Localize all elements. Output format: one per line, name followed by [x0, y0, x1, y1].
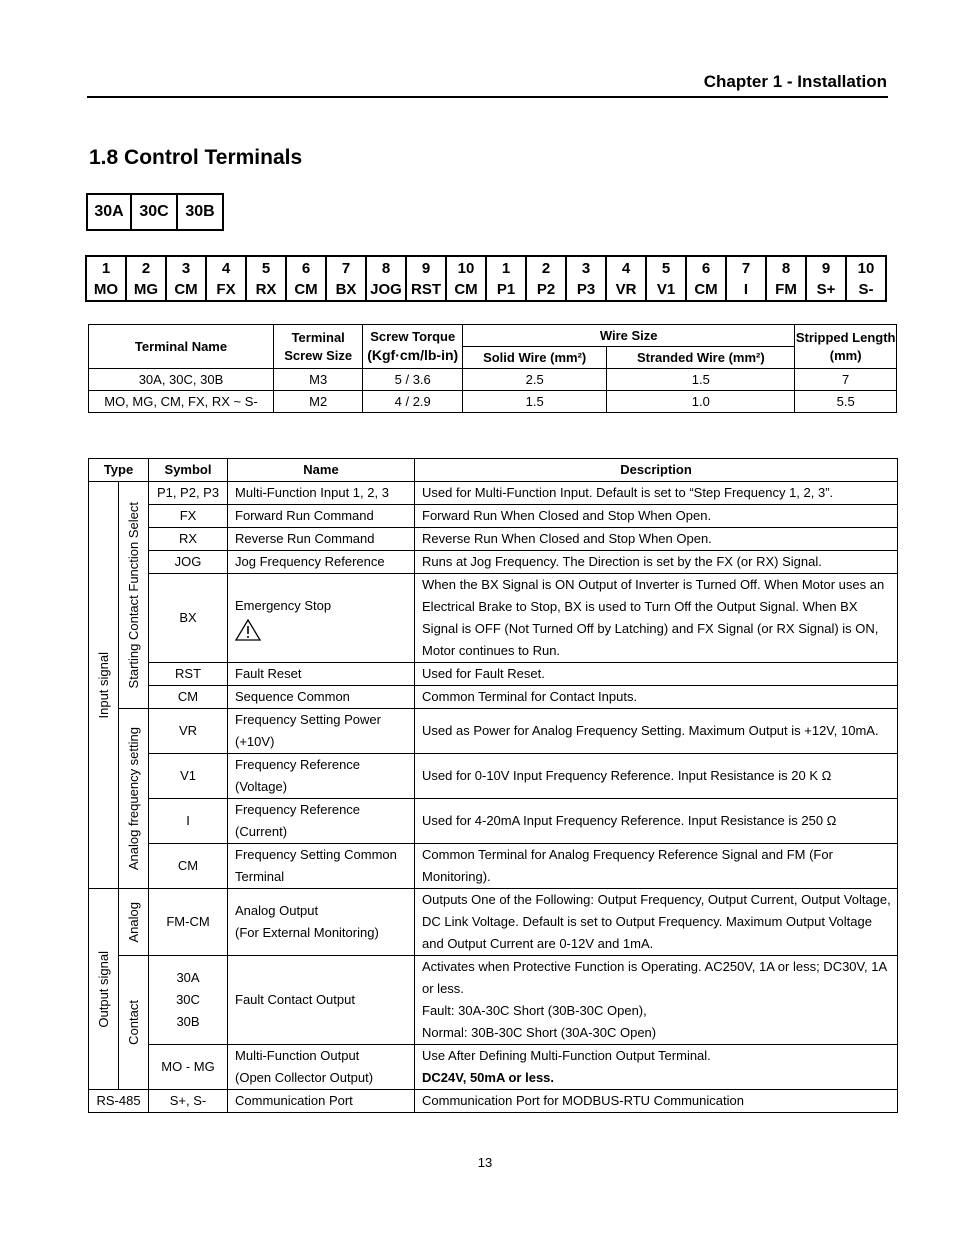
relay-terminal-block	[86, 193, 224, 231]
name-cell: Fault Contact Output	[228, 956, 415, 1045]
terminal-label: MO	[93, 280, 119, 298]
description-cell: Used for 0-10V Input Frequency Reference. Input Resistance is 20 K Ω	[415, 754, 898, 799]
table-row	[89, 799, 898, 844]
torque-label: Screw Torque	[370, 329, 456, 344]
terminal-label: FM	[775, 280, 797, 298]
terminal-label: RX	[255, 280, 277, 298]
symbol-cell: JOG	[149, 551, 228, 574]
col-description: Description	[415, 459, 898, 482]
description-cell: Used for Fault Reset.	[415, 663, 898, 686]
col-symbol: Symbol	[149, 459, 228, 482]
desc-line: Activates when Protective Function is Operating. AC250V, 1A or less; DC30V, 1A or less.	[422, 959, 887, 996]
strip-terminal	[246, 256, 286, 301]
symbol-cell: FX	[149, 505, 228, 528]
symbol-cell	[149, 956, 228, 1045]
desc-line-bold: DC24V, 50mA or less.	[422, 1070, 555, 1085]
terminal-label: P1	[496, 280, 516, 298]
col-stripped: Stripped Length (mm)	[795, 325, 897, 369]
terminal-label: FX	[216, 280, 236, 298]
description-cell: Outputs One of the Following: Output Frequency, Output Current, Output Voltage, DC Link Voltage. Default is set to Output Frequency. Maximum Output Voltage and Output Current are 0-12V and 1mA.	[415, 889, 898, 956]
terminal-number: 4	[221, 259, 231, 277]
cell: 7	[795, 369, 897, 391]
terminal-number: 8	[381, 259, 391, 277]
cell: M2	[273, 391, 362, 413]
strip-terminal	[206, 256, 246, 301]
symbol-line: 30C	[176, 992, 200, 1007]
table-row	[89, 482, 898, 505]
strip-terminal	[686, 256, 726, 301]
name-cell: Reverse Run Command	[228, 528, 415, 551]
symbol-cell: BX	[149, 574, 228, 663]
symbol-line: 30B	[176, 1014, 200, 1029]
terminal-description-table	[88, 458, 898, 1113]
desc-line: Normal: 30B-30C Short (30A-30C Open)	[422, 1025, 657, 1040]
strip-terminal	[326, 256, 366, 301]
name-cell: Forward Run Command	[228, 505, 415, 528]
terminal-number: 5	[661, 259, 671, 277]
terminal-label: V1	[656, 280, 676, 298]
terminal-label: JOG	[370, 280, 402, 298]
group-label: Input signal	[95, 651, 111, 719]
table-row	[89, 844, 898, 889]
name-text: Emergency Stop	[235, 598, 332, 613]
symbol-cell: I	[149, 799, 228, 844]
col-stranded-wire: Stranded Wire (mm²)	[607, 347, 795, 369]
strip-terminal	[406, 256, 446, 301]
warning-icon	[235, 619, 261, 641]
col-type: Type	[89, 459, 149, 482]
strip-terminal	[806, 256, 846, 301]
relay-terminal: 30C	[131, 194, 177, 230]
strip-terminal	[286, 256, 326, 301]
group-starting-contact	[119, 482, 149, 709]
section-title: 1.8 Control Terminals	[89, 146, 303, 169]
name-line: (Open Collector Output)	[235, 1070, 374, 1085]
cell: 5 / 3.6	[363, 369, 463, 391]
terminal-label: S-	[858, 280, 874, 298]
table-row	[89, 686, 898, 709]
cell: 30A, 30C, 30B	[89, 369, 274, 391]
col-name: Name	[228, 459, 415, 482]
cell: 1.0	[607, 391, 795, 413]
table-row	[89, 574, 898, 663]
cell: 1.5	[463, 391, 607, 413]
name-cell: Frequency Setting Power (+10V)	[228, 709, 415, 754]
description-cell: Used as Power for Analog Frequency Setting. Maximum Output is +12V, 10mA.	[415, 709, 898, 754]
group-label: Starting Contact Function Select	[125, 501, 141, 689]
terminal-label: CM	[294, 280, 318, 298]
strip-terminal	[486, 256, 526, 301]
terminal-number: 8	[781, 259, 791, 277]
terminal-number: 3	[181, 259, 191, 277]
description-cell: Reverse Run When Closed and Stop When Open.	[415, 528, 898, 551]
name-cell: Jog Frequency Reference	[228, 551, 415, 574]
page-number: 13	[477, 1155, 493, 1170]
terminal-number: 9	[421, 259, 431, 277]
terminal-number: 2	[141, 259, 151, 277]
table-row	[89, 1045, 898, 1090]
col-screw-size: Terminal Screw Size	[273, 325, 362, 369]
terminal-number: 10	[457, 259, 475, 277]
name-line: (For External Monitoring)	[235, 925, 379, 940]
strip-terminal	[526, 256, 566, 301]
strip-terminal	[446, 256, 486, 301]
spec-row	[89, 391, 897, 413]
description-cell: Used for 4-20mA Input Frequency Reference. Input Resistance is 250 Ω	[415, 799, 898, 844]
cell: 1.5	[607, 369, 795, 391]
description-cell: Forward Run When Closed and Stop When Open.	[415, 505, 898, 528]
terminal-number: 6	[701, 259, 711, 277]
description-cell: Used for Multi-Function Input. Default is set to “Step Frequency 1, 2, 3”.	[415, 482, 898, 505]
symbol-cell: S+, S-	[149, 1090, 228, 1113]
relay-terminal: 30A	[87, 194, 131, 230]
table-row	[89, 551, 898, 574]
terminal-number: 10	[857, 259, 875, 277]
torque-unit: (Kgf·cm/lb-in)	[367, 347, 459, 363]
strip-terminal	[846, 256, 886, 301]
group-analog-frequency	[119, 709, 149, 889]
name-cell	[228, 889, 415, 956]
terminal-label: VR	[615, 280, 637, 298]
description-cell: Communication Port for MODBUS-RTU Communication	[415, 1090, 898, 1113]
description-cell: Runs at Jog Frequency. The Direction is set by the FX (or RX) Signal.	[415, 551, 898, 574]
group-output-signal	[89, 889, 119, 1090]
terminal-number: 2	[541, 259, 551, 277]
cell: 2.5	[463, 369, 607, 391]
col-terminal-name: Terminal Name	[89, 325, 274, 369]
table-row	[89, 528, 898, 551]
description-cell: Common Terminal for Analog Frequency Reference Signal and FM (For Monitoring).	[415, 844, 898, 889]
name-cell: Frequency Setting Common Terminal	[228, 844, 415, 889]
symbol-cell: FM-CM	[149, 889, 228, 956]
strip-terminal	[86, 256, 126, 301]
terminal-label: CM	[174, 280, 198, 298]
symbol-cell: MO - MG	[149, 1045, 228, 1090]
group-label: Output signal	[95, 950, 111, 1028]
description-cell	[415, 956, 898, 1045]
control-terminal-strip	[85, 255, 887, 302]
group-label: Analog	[125, 901, 141, 943]
terminal-number: 3	[581, 259, 591, 277]
strip-terminal	[126, 256, 166, 301]
strip-terminal	[646, 256, 686, 301]
terminal-label: CM	[454, 280, 478, 298]
symbol-cell: P1, P2, P3	[149, 482, 228, 505]
name-cell: Communication Port	[228, 1090, 415, 1113]
group-label: Contact	[125, 1000, 141, 1045]
strip-terminal	[366, 256, 406, 301]
terminal-number: 7	[741, 259, 751, 277]
terminal-label: CM	[694, 280, 718, 298]
cell: 5.5	[795, 391, 897, 413]
symbol-cell: V1	[149, 754, 228, 799]
table-row	[89, 663, 898, 686]
relay-terminal: 30B	[177, 194, 223, 230]
name-cell: Multi-Function Input 1, 2, 3	[228, 482, 415, 505]
name-cell: Fault Reset	[228, 663, 415, 686]
cell: 4 / 2.9	[363, 391, 463, 413]
terminal-label: I	[743, 280, 749, 298]
name-cell	[228, 1045, 415, 1090]
name-cell: Sequence Common	[228, 686, 415, 709]
symbol-cell: RST	[149, 663, 228, 686]
symbol-cell: RX	[149, 528, 228, 551]
terminal-label: MG	[133, 280, 159, 298]
desc-line: Fault: 30A-30C Short (30B-30C Open),	[422, 1003, 647, 1018]
description-cell	[415, 1045, 898, 1090]
symbol-line: 30A	[176, 970, 200, 985]
table-row	[89, 505, 898, 528]
name-line: Multi-Function Output	[235, 1048, 360, 1063]
terminal-label: P3	[576, 280, 596, 298]
description-cell: Common Terminal for Contact Inputs.	[415, 686, 898, 709]
terminal-number: 7	[341, 259, 351, 277]
strip-terminal	[726, 256, 766, 301]
terminal-number: 1	[501, 259, 511, 277]
header-rule	[87, 96, 888, 98]
desc-line: Use After Defining Multi-Function Output Terminal.	[422, 1048, 711, 1063]
spec-row	[89, 369, 897, 391]
terminal-spec-table	[88, 324, 897, 413]
name-line: Analog Output	[235, 903, 319, 918]
group-analog	[119, 889, 149, 956]
strip-terminal	[766, 256, 806, 301]
terminal-number: 1	[101, 259, 111, 277]
chapter-header: Chapter 1 - Installation	[703, 72, 887, 91]
table-row	[89, 889, 898, 956]
terminal-label: RST	[411, 280, 441, 298]
terminal-number: 9	[821, 259, 831, 277]
group-label: Analog frequency setting	[125, 726, 141, 871]
name-cell	[228, 574, 415, 663]
strip-terminal	[566, 256, 606, 301]
terminal-label: S+	[816, 280, 836, 298]
table-row	[89, 754, 898, 799]
terminal-number: 6	[301, 259, 311, 277]
symbol-cell: CM	[149, 686, 228, 709]
table-row	[89, 709, 898, 754]
terminal-label: P2	[536, 280, 556, 298]
strip-terminal	[166, 256, 206, 301]
col-torque	[363, 325, 463, 369]
symbol-cell: VR	[149, 709, 228, 754]
terminal-label: BX	[335, 280, 357, 298]
name-cell: Frequency Reference (Current)	[228, 799, 415, 844]
group-contact	[119, 956, 149, 1090]
symbol-cell: CM	[149, 844, 228, 889]
table-row	[89, 956, 898, 1045]
group-input-signal	[89, 482, 119, 889]
name-cell: Frequency Reference (Voltage)	[228, 754, 415, 799]
description-cell: When the BX Signal is ON Output of Inverter is Turned Off. When Motor uses an Electrical Brake to Stop, BX is used to Turn Off the Output Signal. When BX Signal is OFF (Not Turned Off by Latching) and FX Signal (or RX Signal) is ON, Motor continues to Run.	[415, 574, 898, 663]
col-solid-wire: Solid Wire (mm²)	[463, 347, 607, 369]
table-row	[89, 1090, 898, 1113]
terminal-number: 4	[621, 259, 631, 277]
cell: M3	[273, 369, 362, 391]
group-rs485: RS-485	[89, 1090, 149, 1113]
cell: MO, MG, CM, FX, RX ~ S-	[89, 391, 274, 413]
terminal-number: 5	[261, 259, 271, 277]
col-wire-size: Wire Size	[463, 325, 795, 347]
strip-terminal	[606, 256, 646, 301]
